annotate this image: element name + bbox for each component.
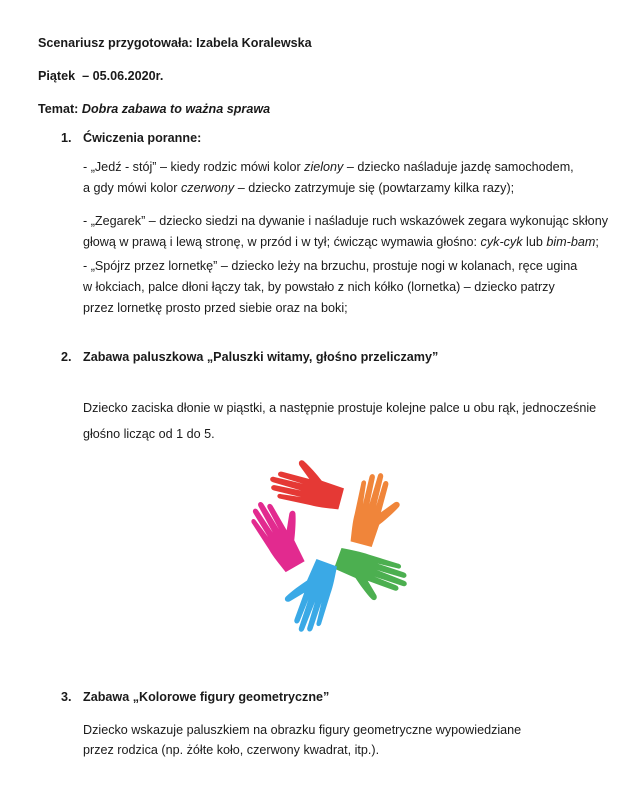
section2-title: Zabawa paluszkowa „Paluszki witamy, głośno przeliczamy” xyxy=(83,350,439,364)
author-line: Scenariusz przygotowała: Izabela Koralewska xyxy=(38,36,312,50)
section2-line2: głośno licząc od 1 do 5. xyxy=(83,427,215,441)
colorful-hands-image xyxy=(225,445,425,645)
p1-text-a: - „Jedź - stój” – kiedy rodzic mówi kolor xyxy=(83,160,305,174)
p2-line2-c: lub xyxy=(522,235,547,249)
topic-line xyxy=(38,102,270,116)
exercise-jedz-stoj xyxy=(83,157,574,199)
section2-line1: Dziecko zaciska dłonie w piąstki, a następnie prostuje kolejne palce u obu rąk, jednocześnie xyxy=(83,401,597,415)
topic-value: Dobra zabawa to ważna sprawa xyxy=(81,102,271,116)
date-label: Piątek xyxy=(38,69,76,83)
section1-number: 1. xyxy=(61,131,72,145)
p3-line1: - „Spójrz przez lornetkę” – dziecko leży na brzuchu, prostuje nogi w kolanach, ręce ugina xyxy=(83,259,578,273)
section3-line1: Dziecko wskazuje paluszkiem na obrazku figury geometryczne wypowiedziane xyxy=(83,723,522,737)
hand-red xyxy=(266,454,348,514)
p1-text-c: – dziecko naśladuje jazdę samochodem, xyxy=(343,160,574,174)
date-value: – 05.06.2020r. xyxy=(82,69,164,83)
topic-label: Temat: xyxy=(38,102,79,116)
p2-line2-e: ; xyxy=(595,235,599,249)
p2-line1: - „Zegarek” – dziecko siedzi na dywanie i naśladuje ruch wskazówek zegara wykonując skłony xyxy=(83,214,608,228)
p1-italic-red: czerwony xyxy=(181,181,235,195)
section1-title: Ćwiczenia poranne: xyxy=(83,131,202,145)
section3-line2: przez rodzica (np. żółte koło, czerwony kwadrat, itp.). xyxy=(83,743,380,757)
p3-line2: w łokciach, palce dłoni łączy tak, by powstało z nich kółko (lornetka) – dziecko patrzy xyxy=(83,280,555,294)
p2-line2-a: głową w prawą i lewą stronę, w przód i w tył; ćwicząc wymawia głośno: xyxy=(83,235,481,249)
p2-italic-cyk: cyk-cyk xyxy=(480,235,523,249)
p1-line2-a: a gdy mówi kolor xyxy=(83,181,181,195)
section2-number: 2. xyxy=(61,350,72,364)
exercise-lornetka xyxy=(83,256,577,319)
section3-number: 3. xyxy=(61,690,72,704)
hand-orange xyxy=(346,469,406,551)
p2-italic-bim: bim-bam xyxy=(546,235,596,249)
p1-italic-green: zielony xyxy=(304,160,344,174)
date-line xyxy=(38,69,163,83)
p3-line3: przez lornetkę prosto przed siebie oraz na boki; xyxy=(83,301,348,315)
hand-green xyxy=(328,544,412,609)
section3-title: Zabawa „Kolorowe figury geometryczne” xyxy=(83,690,330,704)
p1-line2-c: – dziecko zatrzymuje się (powtarzamy kilka razy); xyxy=(234,181,515,195)
exercise-zegarek xyxy=(83,211,608,253)
